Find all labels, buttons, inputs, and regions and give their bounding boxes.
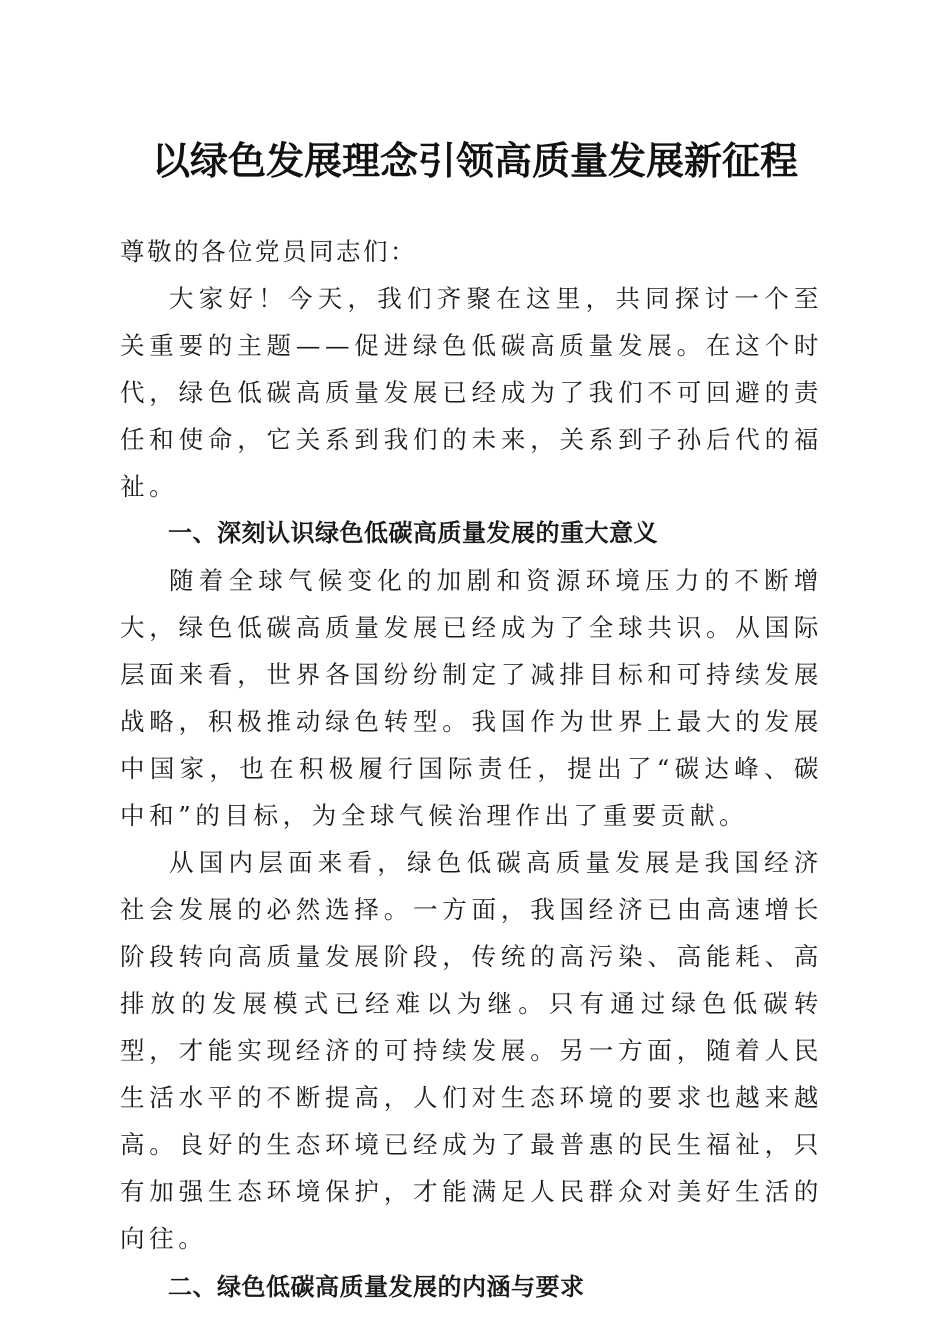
- intro-paragraph: 大家好！今天，我们齐聚在这里，共同探讨一个至关重要的主题——促进绿色低碳高质量发展。在这个时代，绿色低碳高质量发展已经成为了我们不可回避的责任和使命，它关系到我们的未来，关系到子孙后代的福祉。: [120, 284, 823, 501]
- document-title: 以绿色发展理念引领高质量发展新征程: [151, 138, 798, 183]
- section-1-paragraph-2: 从国内层面来看，绿色低碳高质量发展是我国经济社会发展的必然选择。一方面，我国经济已由高速增长阶段转向高质量发展阶段，传统的高污染、高能耗、高排放的发展模式已经难以为继。只有通过绿色低碳转型，才能实现经济的可持续发展。另一方面，随着人民生活水平的不断提高，人们对生态环境的要求也越来越高。良好的生态环境已经成为了最普惠的民生福祉，只有加强生态环境保护，才能满足人民群众对美好生活的向往。: [120, 848, 823, 1253]
- section-heading-1: 一、深刻认识绿色低碳高质量发展的重大意义: [168, 519, 658, 547]
- document-body: [120, 228, 823, 1311]
- section-heading-2: 二、绿色低碳高质量发展的内涵与要求: [168, 1273, 585, 1301]
- salutation: 尊敬的各位党员同志们：: [120, 237, 417, 266]
- section-1-paragraph-1: 随着全球气候变化的加剧和资源环境压力的不断增大，绿色低碳高质量发展已经成为了全球共识。从国际层面来看，世界各国纷纷制定了减排目标和可持续发展战略，积极推动绿色转型。我国作为世界上最大的发展中国家，也在积极履行国际责任，提出了“碳达峰、碳中和”的目标，为全球气候治理作出了重要贡献。: [120, 566, 823, 830]
